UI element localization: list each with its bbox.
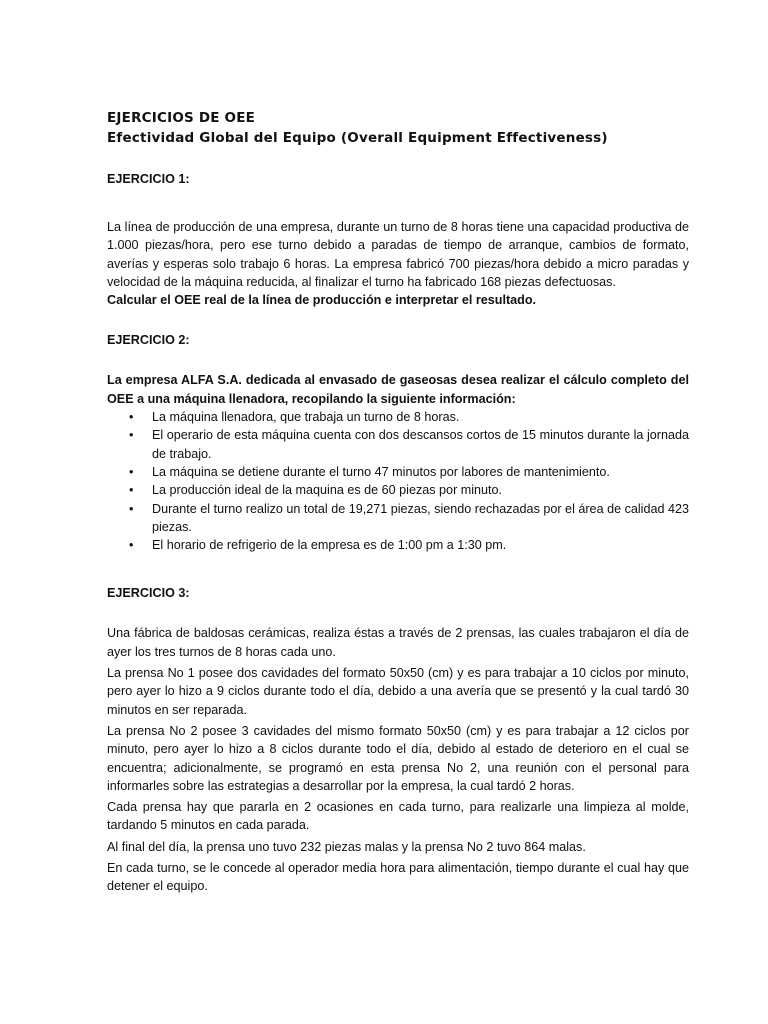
exercise-3-paragraph: Al final del día, la prensa uno tuvo 232 piezas malas y la prensa No 2 tuvo 864 malas. xyxy=(107,839,586,854)
list-item xyxy=(129,463,689,481)
exercise-1-question: Calcular el OEE real de la línea de producción e interpretar el resultado. xyxy=(107,293,537,308)
list-item xyxy=(129,500,689,537)
exercise-3-paragraph: Cada prensa hay que pararla en 2 ocasiones en cada turno, para realizarle una limpieza al molde, tardando 5 minutos en cada parada. xyxy=(107,800,689,833)
list-item xyxy=(129,408,689,426)
exercise-2-heading: EJERCICIO 2: xyxy=(107,333,190,348)
list-item-text: Durante el turno realizo un total de 19,271 piezas, siendo rechazadas por el área de calidad 423 piezas. xyxy=(152,501,689,534)
exercise-3-paragraph: La prensa No 1 posee dos cavidades del formato 50x50 (cm) y es para trabajar a 10 ciclos por minuto, pero ayer lo hizo a 9 ciclos durante todo el día, debido a una avería que se presentó y la cual tardó 30 minutos en ser reparada. xyxy=(107,666,689,717)
exercise-3-paragraph: Una fábrica de baldosas cerámicas, realiza éstas a través de 2 prensas, las cuales trabajaron el día de ayer los tres turnos de 8 horas cada uno. xyxy=(107,626,689,659)
exercise-2-list xyxy=(107,408,689,554)
document-subtitle: Efectividad Global del Equipo (Overall Equipment Effectiveness) xyxy=(107,130,608,146)
bullet-icon: • xyxy=(129,410,134,425)
exercise-1-heading: EJERCICIO 1: xyxy=(107,172,190,186)
exercise-3-paragraph: En cada turno, se le concede al operador media hora para alimentación, tiempo durante el cual hay que detener el equipo. xyxy=(107,861,689,894)
document-page xyxy=(107,108,689,896)
bullet-icon: • xyxy=(129,501,134,516)
list-item-text: El operario de esta máquina cuenta con dos descansos cortos de 15 minutos durante la jornada de trabajo. xyxy=(152,428,689,461)
list-item-text: La máquina se detiene durante el turno 47 minutos por labores de mantenimiento. xyxy=(152,464,610,479)
list-item-text: La producción ideal de la maquina es de 60 piezas por minuto. xyxy=(152,483,503,498)
exercise-3-paragraph: La prensa No 2 posee 3 cavidades del mismo formato 50x50 (cm) y es para trabajar a 12 ciclos por minuto, pero ayer lo hizo a 8 ciclos durante todo el día, debido al estado de deterioro en el cual se encuentra; adicionalmente, se programó en esta prensa No 2, una reunión con el personal para informarles sobre las estrategias a desarrollar por la empresa, la cual tardó 2 horas. xyxy=(107,723,689,793)
exercise-3 xyxy=(107,584,689,895)
exercise-2 xyxy=(107,331,689,554)
list-item xyxy=(129,481,689,499)
list-item xyxy=(129,426,689,463)
list-item-text: La máquina llenadora, que trabaja un turno de 8 horas. xyxy=(152,410,460,425)
bullet-icon: • xyxy=(129,428,134,443)
document-title: EJERCICIOS DE OEE xyxy=(107,110,256,126)
list-item-text: El horario de refrigerio de la empresa es de 1:00 pm a 1:30 pm. xyxy=(152,538,507,553)
exercise-1 xyxy=(107,170,689,309)
bullet-icon: • xyxy=(129,483,134,498)
exercise-1-body: La línea de producción de una empresa, durante un turno de 8 horas tiene una capacidad productiva de 1.000 piezas/hora, pero ese turno debido a paradas de tiempo de arranque, cambios de formato, averías y esperas solo trabajo 6 horas. La empresa fabricó 700 piezas/hora debido a micro paradas y velocidad de la máquina reducida, al finalizar el turno ha fabricado 168 piezas defectuosas. xyxy=(107,220,689,289)
exercise-3-heading: EJERCICIO 3: xyxy=(107,586,190,601)
list-item xyxy=(129,536,689,554)
exercise-2-intro: La empresa ALFA S.A. dedicada al envasado de gaseosas desea realizar el cálculo completo del OEE a una máquina llenadora, recopilando la siguiente información: xyxy=(107,373,689,406)
bullet-icon: • xyxy=(129,538,134,553)
bullet-icon: • xyxy=(129,464,134,479)
